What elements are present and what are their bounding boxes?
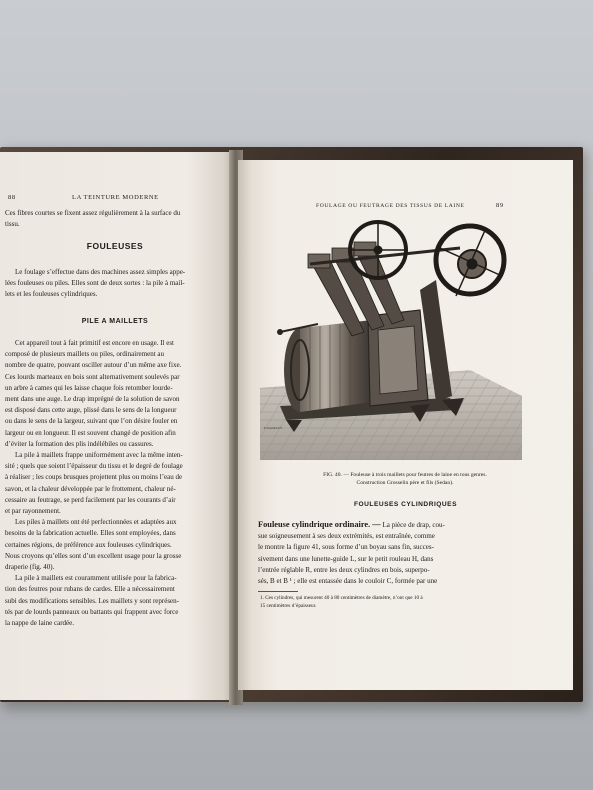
text-line: largeur ou en longueur. Il est souvent changé de position afin xyxy=(5,428,176,437)
text-line: Le foulage s’effectue dans des machines assez simples appe- xyxy=(15,268,186,276)
text-line: lées fouleuses ou piles. Elles sont de deux sortes : la pile à mail- xyxy=(5,279,185,288)
text-line: lets et les fouleuses cylindriques. xyxy=(5,290,98,299)
caption-line: Construction Grosselin père et fils (Sedan). xyxy=(356,480,454,486)
text-line: le montre la figure 41, sous forme d’un boyau sans fin, succes- xyxy=(258,543,434,552)
text-line: composé de plusieurs maillets ou piles, ordinairement au xyxy=(5,350,165,359)
text-line: cessaire au feutrage, se perd facilement par les courants d’air xyxy=(5,495,176,504)
text-line: tés par de lourds panneaux ou battants qui frappent avec force xyxy=(5,607,179,616)
engraver-signature: E.DAMAZY xyxy=(264,426,283,430)
footnote-line: 1. Ces cylindres, qui mesurent 40 à 80 centimètres de diamètre, n’ont que 10 à xyxy=(260,595,423,601)
text-line: la nappe de laine cardée. xyxy=(5,619,74,628)
right-page-number: 89 xyxy=(496,202,504,209)
text-line: sivement dans une lunette-guide L, sur le petit rouleau H, dans xyxy=(258,554,434,563)
left-running-head: LA TEINTURE MODERNE xyxy=(72,194,159,201)
text-line: La pièce de drap, cou- xyxy=(380,521,445,529)
text-line: est disposé dans cette auge, plissé dans le sens de la longueur xyxy=(5,406,177,415)
text-line: La pile à maillets est couramment utilisée pour la fabrica- xyxy=(15,574,177,583)
heading-fouleuses-cylindriques: FOULEUSES CYLINDRIQUES xyxy=(354,501,457,508)
text-line: Ces fibres courtes se fixent assez régulièrement à la surface du xyxy=(5,209,181,217)
left-page xyxy=(0,152,233,700)
text-line: sés, B et B ¹ ; elle est entassée dans le couloir C, formée par une xyxy=(258,577,438,586)
text-line: sue soigneusement à ses deux extrémités, est entraînée, comme xyxy=(258,532,435,541)
paragraph-2 xyxy=(5,338,231,629)
text-line: savon, et la chaleur développée par le frottement, chaleur né- xyxy=(5,484,176,493)
heading-fouleuses: FOULEUSES xyxy=(86,241,144,251)
caption-line: FIG. 40. — Fouleuse à trois maillets pour feutres de laine en tous genres. xyxy=(323,472,487,478)
footnote-line: 15 centimètres d’épaisseur. xyxy=(260,603,317,609)
text-line: nombre de quatre, pouvant osciller autour d’un même axe fixe. xyxy=(5,361,182,370)
left-intro xyxy=(5,208,231,230)
text-line: draperie (fig. 40). xyxy=(5,563,55,572)
text-line: Ces lourds marteaux en bois sont alternativement soulevés par xyxy=(5,372,180,381)
right-page xyxy=(238,160,573,690)
text-line: l’entrée réglable R, entre les deux cylindres en bois, superpo- xyxy=(258,565,430,574)
lead-bold: Fouleuse cylindrique ordinaire. — xyxy=(258,520,381,529)
text-line: à réaliser ; les coups brusques projettent plus ou moins l’eau de xyxy=(5,473,183,482)
text-line: La pile à maillets frappe uniformément avec la même inten- xyxy=(15,451,183,460)
footnote-rule xyxy=(258,591,298,592)
text-line: tion des feutres pour rubans de cardes. Elle a nécessairement xyxy=(5,585,175,594)
text-line: d’éviter la formation des plis indélébiles ou cassures. xyxy=(5,439,154,448)
text-line: subi des modifications sensibles. Les maillets y sont représen- xyxy=(5,596,179,605)
footnote xyxy=(260,594,560,610)
right-running-head: FOULAGE OU FEUTRAGE DES TISSUS DE LAINE xyxy=(316,203,465,209)
text-line: tissu. xyxy=(5,220,20,229)
paragraph-cylindrique xyxy=(258,519,556,587)
text-line: sité ; quels que soient l’épaisseur du tissu et le degré de foulage xyxy=(5,462,183,471)
fouleuse-engraving xyxy=(260,220,522,460)
drum-body xyxy=(300,320,372,412)
text-line: ou dans le sens de la largeur, suivant que l’on désire fouler en xyxy=(5,417,178,426)
left-page-number: 88 xyxy=(8,194,16,201)
figure-caption xyxy=(250,471,560,487)
text-line: certaines régions, de préférence aux fouleuses cylindriques. xyxy=(5,540,172,549)
text-line: et par rayonnement. xyxy=(5,507,61,516)
text-line: Les piles à maillets ont été perfectionnées et adaptées aux xyxy=(15,518,177,527)
subheading-pile-a-maillets: PILE A MAILLETS xyxy=(81,318,149,325)
text-line: besoins de la fabrication actuelle. Elles sont employées, dans xyxy=(5,529,176,538)
text-line: Nous croyons qu’elles sont d’un excellent usage pour la grosse xyxy=(5,551,182,560)
text-line: ment dans une auge. Le drap imprégné de la solution de savon xyxy=(5,395,180,404)
paragraph-1 xyxy=(5,267,231,301)
text-line: Cet appareil tout à fait primitif est encore en usage. Il est xyxy=(15,339,174,347)
text-line xyxy=(258,519,556,531)
text-line: un arbre à cames qui les laisse chaque fois retomber lourde- xyxy=(5,383,173,392)
